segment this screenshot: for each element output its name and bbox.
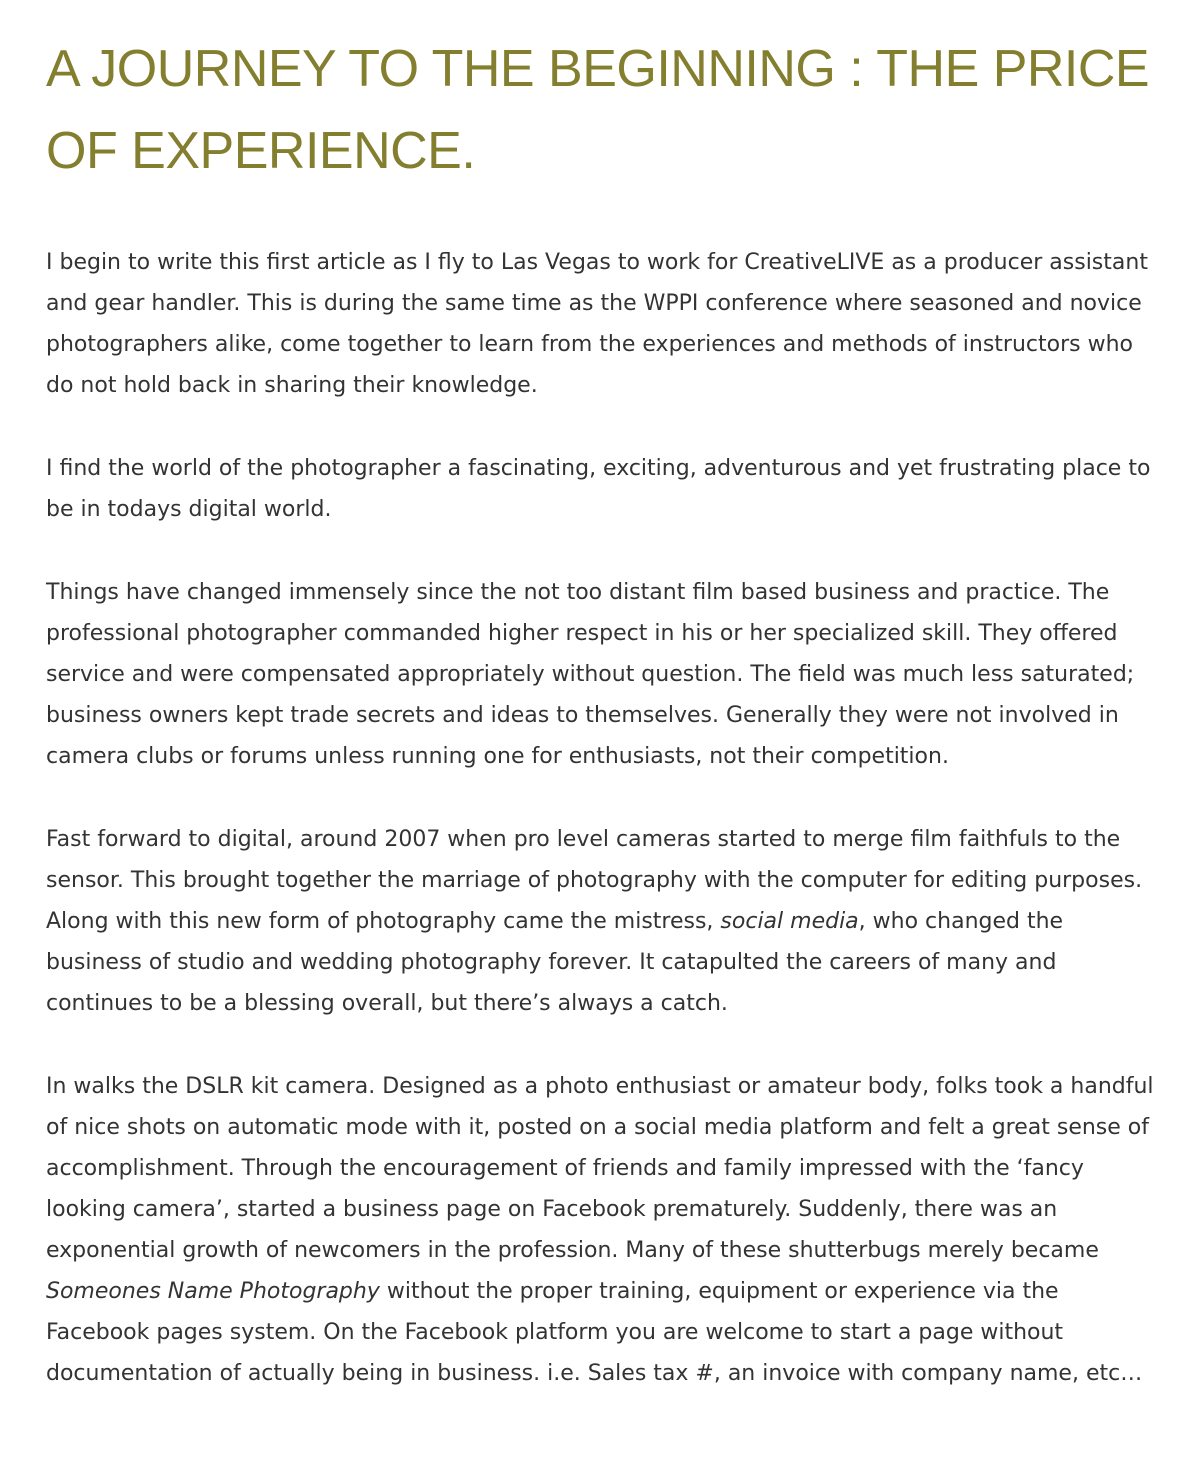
paragraph-digital-era — [46, 819, 1154, 1024]
paragraph-dslr-kit-text-1: In walks the DSLR kit camera. Designed as a photo enthusiast or amateur body, folks took a handful of nice shots on automatic mode with it, posted on a social media platform and felt a great sense of accomplishment. Through the encouragement of friends and family impressed with the ‘fancy looking camera’, started a business page on Facebook prematurely. Suddenly, there was an exponential growth of newcomers in the profession. Many of these shutterbugs merely became — [46, 1074, 1154, 1263]
paragraph-film-era: Things have changed immensely since the not too distant film based business and practice. The professional photographer commanded higher respect in his or her specialized skill. They offered service and were compensated appropriately without question. The field was much less saturated; business owners kept trade secrets and ideas to themselves. Generally they were not involved in camera clubs or forums unless running one for enthusiasts, not their competition. — [46, 580, 1135, 769]
paragraph-intro: I begin to write this first article as I fly to Las Vegas to work for CreativeLIVE as a producer assistant and gear handler. This is during the same time as the WPPI conference where seasoned and novice photographers alike, come together to learn from the experiences and methods of instructors who do not hold back in sharing their knowledge. — [46, 250, 1148, 398]
paragraph-digital-era-text-1: Fast forward to digital, around 2007 when pro level cameras started to merge film faithfuls to the sensor. This brought together the marriage of photography with the computer for editing purposes. Along with this new form of photography came the mistress, — [46, 827, 1143, 934]
emphasis-someones-name-photography: Someones Name Photography — [46, 1279, 380, 1304]
paragraph-dslr-kit-text-2: without the proper training, equipment or experience via the Facebook pages system. On the Facebook platform you are welcome to start a page without documentation of actually being in business. i.e. Sales tax #, an invoice with company name, etc… — [46, 1279, 1143, 1386]
article-title: A JOURNEY TO THE BEGINNING : THE PRICE OF EXPERIENCE. — [46, 40, 1150, 180]
paragraph-dslr-kit — [46, 1066, 1154, 1394]
paragraph-photographer-world: I find the world of the photographer a fascinating, exciting, adventurous and yet frustrating place to be in todays digital world. — [46, 456, 1151, 522]
emphasis-social-media: social media — [720, 909, 859, 934]
paragraph-digital-era-text-2: , who changed the business of studio and wedding photography forever. It catapulted the careers of many and continues to be a blessing overall, but there’s always a catch. — [46, 909, 1064, 1016]
